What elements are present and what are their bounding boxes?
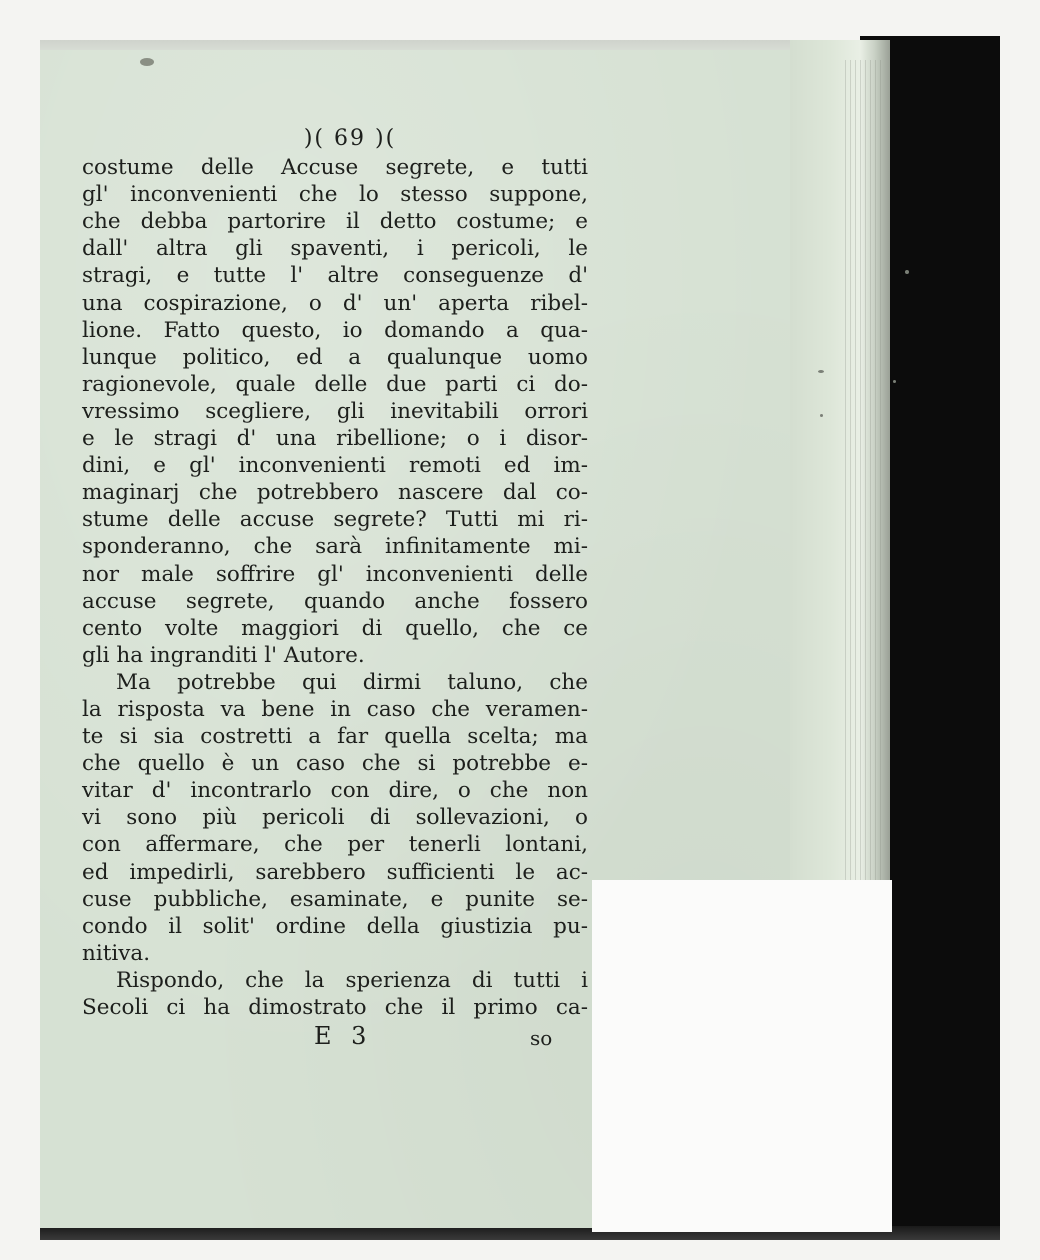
text-line: ragionevole, quale delle due parti ci do- bbox=[82, 371, 588, 397]
text-line: gli ha ingranditi l' Autore. bbox=[82, 642, 365, 668]
text-line: vi sono più pericoli di sollevazioni, o bbox=[82, 805, 588, 831]
text-line: vitar d' incontrarlo con dire, o che non bbox=[82, 778, 588, 804]
text-line: Rispondo, che la sperienza di tutti i bbox=[116, 967, 588, 993]
text-line: maginarj che potrebbero nascere dal co- bbox=[82, 480, 588, 506]
text-line: sponderanno, che sarà infinitamente mi- bbox=[82, 534, 588, 560]
text-line: cento volte maggiori di quello, che ce bbox=[82, 615, 588, 641]
signature-mark: E 3 bbox=[314, 1022, 373, 1051]
text-line: ed impedirli, sarebbero sufficienti le ac- bbox=[82, 859, 588, 885]
text-line: che quello è un caso che si potrebbe e- bbox=[82, 751, 588, 777]
page-number-header: )( 69 )( bbox=[303, 126, 397, 151]
text-line: Ma potrebbe qui dirmi taluno, che bbox=[116, 669, 588, 695]
text-line: stume delle accuse segrete? Tutti mi ri- bbox=[82, 507, 588, 533]
text-line: nitiva. bbox=[82, 940, 151, 966]
page-text bbox=[82, 125, 588, 1053]
text-line: lunque politico, ed a qualunque uomo bbox=[82, 344, 588, 370]
text-line: accuse segrete, quando anche fossero bbox=[82, 588, 588, 614]
text-line: Secoli ci ha dimostrato che il primo ca- bbox=[82, 995, 588, 1020]
catchword: so bbox=[530, 1026, 553, 1051]
text-line: stragi, e tutte l' altre conseguenze d' bbox=[82, 263, 588, 289]
text-line: dini, e gl' inconvenienti remoti ed im- bbox=[82, 453, 588, 479]
text-line: con affermare, che per tenerli lontani, bbox=[82, 832, 588, 858]
page-top-edge bbox=[40, 40, 860, 50]
text-line: costume delle Accuse segrete, e tutti bbox=[82, 155, 588, 181]
text-line: gl' inconvenienti che lo stesso suppone, bbox=[82, 182, 588, 208]
text-line: dall' altra gli spaventi, i pericoli, le bbox=[82, 236, 588, 262]
text-line: vressimo scegliere, gli inevitabili orrori bbox=[82, 398, 588, 424]
text-line: la risposta va bene in caso che veramen- bbox=[82, 696, 588, 722]
text-line: nor male soffrire gl' inconvenienti delle bbox=[82, 561, 588, 587]
text-line: condo il solit' ordine della giustizia pu- bbox=[82, 913, 588, 939]
text-line: che debba partorire il detto costume; e bbox=[82, 209, 588, 235]
scan-white-patch bbox=[592, 880, 892, 1232]
text-line: lione. Fatto questo, io domando a qua- bbox=[82, 317, 588, 343]
text-line: te si sia costretti a far quella scelta; ma bbox=[82, 724, 588, 750]
text-line: e le stragi d' una ribellione; o i disor- bbox=[82, 426, 588, 452]
page-footer bbox=[82, 1023, 588, 1053]
text-line: cuse pubbliche, esaminate, e punite se- bbox=[82, 886, 588, 912]
text-line: una cospirazione, o d' un' aperta ribel- bbox=[82, 290, 588, 316]
